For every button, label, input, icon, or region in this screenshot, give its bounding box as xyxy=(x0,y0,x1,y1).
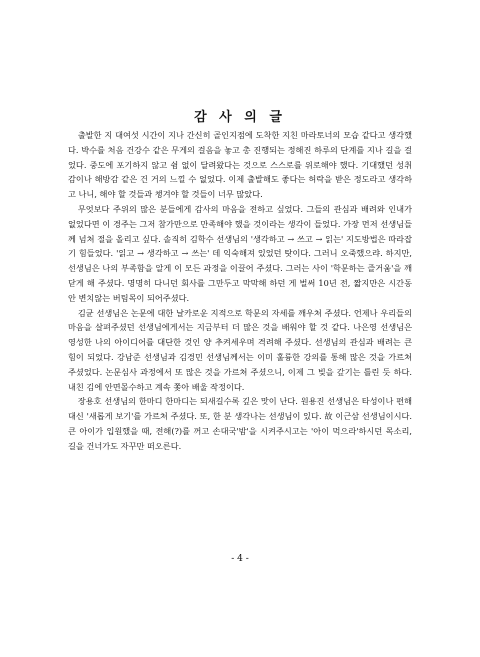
page-title: 감 사 의 글 xyxy=(194,110,286,125)
paragraph: 김균 선생님은 논문에 대한 날카로운 지적으로 학문의 자세를 깨우쳐 주셨다. 언제나 우리들의 마음을 살펴주셨던 선생님에게서는 지금부터 더 많은 것을 배워야 할 것 같다. 나은영 선생님은 영성한 나의 아이디어를 대단한 것인 양 추켜세우며 격려해 주셨다. 선생님의 관심과 배려는 큰 힘이 되었다. 강남준 선생님과 김경민 선생님께서는 이미 훌륭한 강의를 통해 많은 것을 가르쳐 주셨었다. 논문심사 과정에서 또 많은 것을 가르쳐 주셨으니, 이제 그 빚을 갚기는 틀린 듯 하다. 내친 김에 안면몰수하고 계속 쫓아 배울 작정이다. xyxy=(68,307,412,392)
page-number: - 4 - xyxy=(231,554,249,564)
paragraph: 출발한 지 대여섯 시간이 지나 간신히 골인지점에 도착한 지친 마라토너의 모습 같다고 생각했다. 박수를 처음 건강수 같은 무게의 걸음을 놓고 총 진행되는 정해진 하루의 단계를 지나 길을 걸었다. 중도에 포기하지 않고 쉼 없이 달려왔다는 것으로 스스로를 위로해야 했다. 기대했던 성취감이나 해방감 같은 건 거의 느낄 수 없었다. 이제 출발해도 좋다는 허락을 받은 정도라고 생각하고 나니, 해야 할 것들과 챙겨야 할 것들이 너무 많았다. xyxy=(68,130,412,200)
paragraph: 장용호 선생님의 한마디 한마디는 되새길수록 깊은 맛이 난다. 원용진 선생님은 타성이나 편해 대신 '새롭게 보기'를 가르쳐 주셨다. 또, 한 분 생각나는 선생님이 있다. 故 이근삼 선생님이시다. 큰 아이가 입원했을 때, 전해(?)를 꺼고 손대국'밤'을 시켜주시고는 '아이 먹으라'하시던 목소리, 길을 건너가도 자꾸만 떠오른다. xyxy=(68,396,412,451)
paragraph: 무엇보다 주위의 많은 분들에게 감사의 마음을 전하고 싶었다. 그들의 관심과 배려와 인내가 없었다면 이 경주는 그저 참가만으로 만족해야 했을 것이라는 생각이 들었다. 가장 먼저 선생님들께 넘쳐 절을 올리고 싶다. 솔직히 김학수 선생님의 '생각하고 → 쓰고 → 읽는' 지도방법은 따라잡기 힘들었다. '읽고 → 생각하고 → 쓰는' 데 익숙해져 있었던 탓이다. 그러니 오죽했으랴. 하지만, 선생님은 나의 부족함을 알게 이 모든 과정을 이끌어 주셨다. 그러는 사이 '학문하는 즐거움'을 깨닫게 해 주셨다. 명명히 다니던 회사를 그만두고 막막해 하던 게 벌써 10년 전, 짧지만은 시간동안 변치않는 버팀목이 되어주셨다. xyxy=(68,203,412,303)
document-body xyxy=(68,128,412,454)
